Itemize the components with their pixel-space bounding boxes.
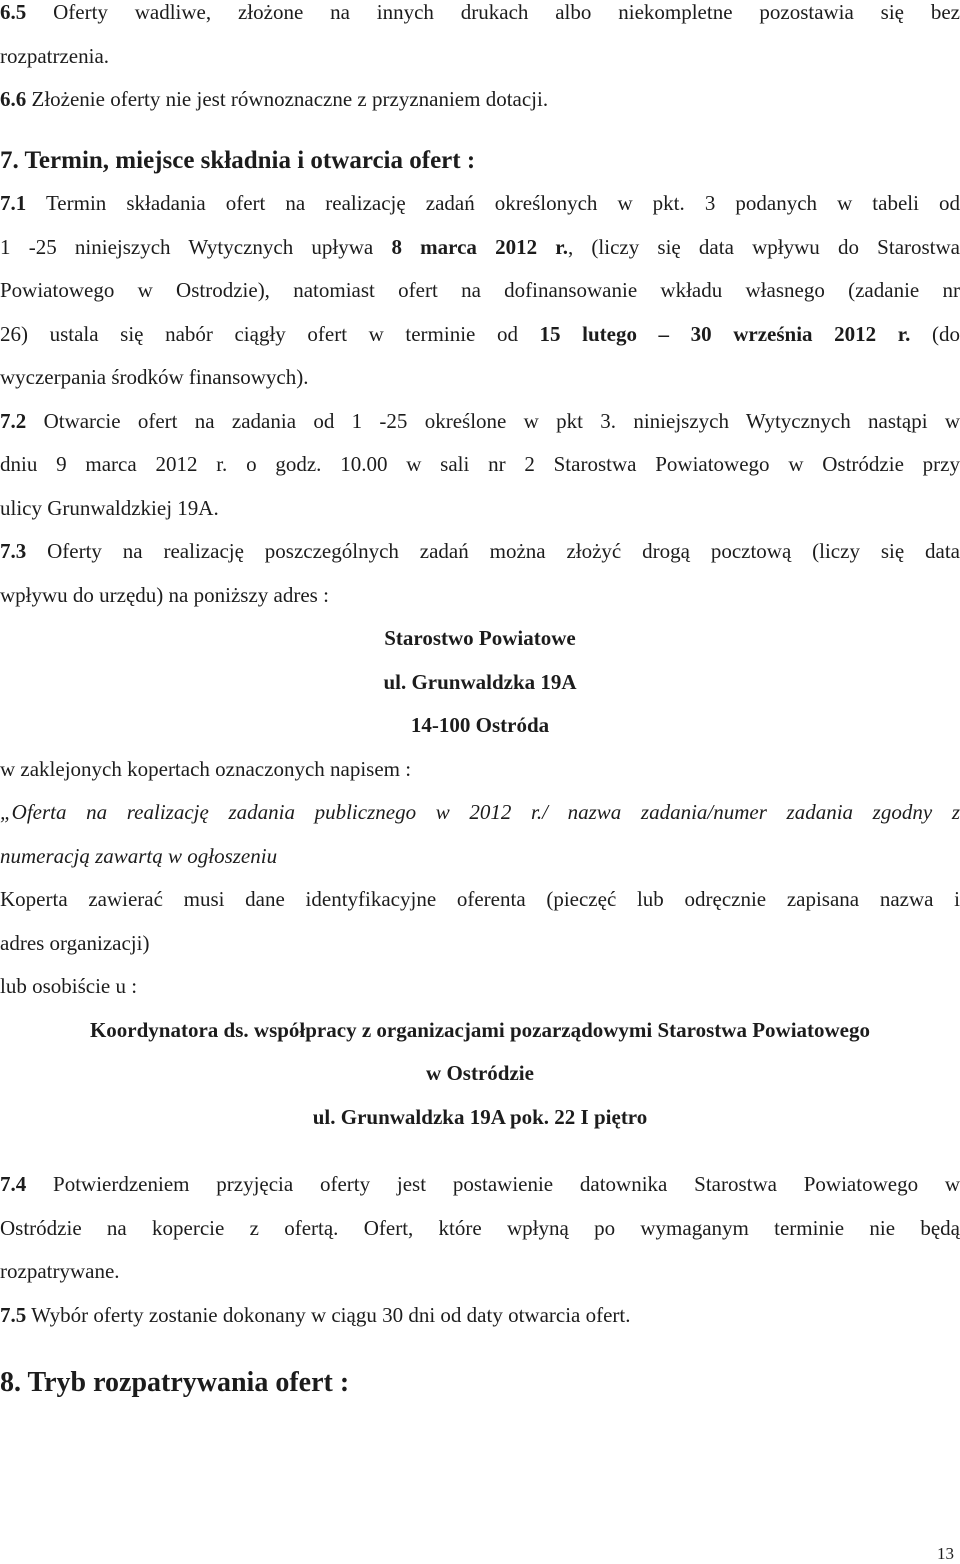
para-6-5-line-1: 6.5 Oferty wadliwe, złożone na innych drukach albo niekompletne pozostawia się bez [0, 0, 960, 24]
section-8-heading: 8. Tryb rozpatrywania ofert : [0, 1367, 350, 1398]
para-7-3-line-1: 7.3 Oferty na realizację poszczególnych zadań można złożyć drogą pocztową (liczy się data [0, 539, 960, 563]
para-7-1-line-4: 26) ustala się nabór ciągły ofert w terminie od 15 lutego – 30 września 2012 r. (do [0, 321, 960, 346]
para-7-2-line-1: 7.2 Otwarcie ofert na zadania od 1 -25 określone w pkt 3. niniejszych Wytycznych nastąpi w [0, 408, 960, 433]
recruitment-period: 15 lutego – 30 września 2012 r. [539, 321, 911, 346]
para-number: 7.4 [0, 1172, 27, 1196]
para-7-3-line-3: w zaklejonych kopertach oznaczonych napisem : [0, 756, 412, 781]
para-7-5: 7.5 Wybór oferty zostanie dokonany w ciągu 30 dni od daty otwarcia ofert. [0, 1302, 631, 1327]
para-number: 7.3 [0, 539, 27, 563]
para-number: 7.1 [0, 191, 27, 215]
para-7-2-line-3: ulicy Grunwaldzkiej 19A. [0, 495, 219, 520]
para-number: 6.5 [0, 0, 27, 24]
address-line-1: Starostwo Powiatowe [384, 626, 576, 650]
envelope-label-line-1: „Oferta na realizację zadania publicznego w 2012 r./ nazwa zadania/numer zadania zgodny z [0, 800, 960, 824]
deadline-date: 8 marca 2012 r. [391, 234, 568, 259]
envelope-label-line-2: numeracją zawartą w ogłoszeniu [0, 843, 278, 868]
para-7-1-line-3: Powiatowego w Ostrodzie), natomiast ofert na dofinansowanie wkładu własnego (zadanie nr [0, 278, 960, 302]
para-7-4-line-3: rozpatrywane. [0, 1259, 120, 1283]
address-line-3: 14-100 Ostróda [410, 713, 550, 737]
para-7-1-line-2: 1 -25 niniejszych Wytycznych upływa 8 marca 2012 r., (liczy się data wpływu do Starostwa [0, 234, 960, 259]
para-number: 6.6 [0, 87, 27, 111]
coordinator-line-3: ul. Grunwaldzka 19A pok. 22 I piętro [312, 1104, 648, 1129]
coordinator-line-2: w Ostródzie [426, 1061, 534, 1085]
spacer [0, 122, 960, 139]
spacer [0, 1139, 960, 1163]
para-7-4-line-2: Ostródzie na kopercie z ofertą. Ofert, które wpłyną po wymaganym terminie nie będą [0, 1215, 960, 1240]
para-6-6: 6.6 Złożenie oferty nie jest równoznaczne z przyznaniem dotacji. [0, 87, 549, 111]
page-number: 13 [937, 1544, 954, 1563]
para-7-3-line-5: adres organizacji) [0, 930, 150, 955]
para-number: 7.5 [0, 1302, 27, 1327]
para-7-1-line-1: 7.1 Termin składania ofert na realizację zadań określonych w pkt. 3 podanych w tabeli od [0, 191, 960, 215]
para-6-5-line-2: rozpatrzenia. [0, 43, 110, 68]
para-7-1-line-5: wyczerpania środków finansowych). [0, 365, 309, 389]
para-7-2-line-2: dniu 9 marca 2012 r. o godz. 10.00 w sali nr 2 Starostwa Powiatowego w Ostródzie przy [0, 452, 960, 476]
address-line-2: ul. Grunwaldzka 19A [383, 669, 577, 694]
para-7-3-line-2: wpływu do urzędu) na poniższy adres : [0, 582, 329, 607]
para-7-3-line-4: Koperta zawierać musi dane identyfikacyjne oferenta (pieczęć lub odręcznie zapisana nazwa i [0, 887, 960, 911]
para-7-3-line-6: lub osobiście u : [0, 974, 138, 998]
section-7-heading: 7. Termin, miejsce składnia i otwarcia ofert : [0, 146, 476, 174]
spacer [0, 1337, 960, 1361]
coordinator-line-1: Koordynatora ds. współpracy z organizacjami pozarządowymi Starostwa Powiatowego [89, 1017, 871, 1042]
para-7-4-line-1: 7.4 Potwierdzeniem przyjęcia oferty jest postawienie datownika Starostwa Powiatowego w [0, 1172, 960, 1196]
para-number: 7.2 [0, 408, 27, 433]
